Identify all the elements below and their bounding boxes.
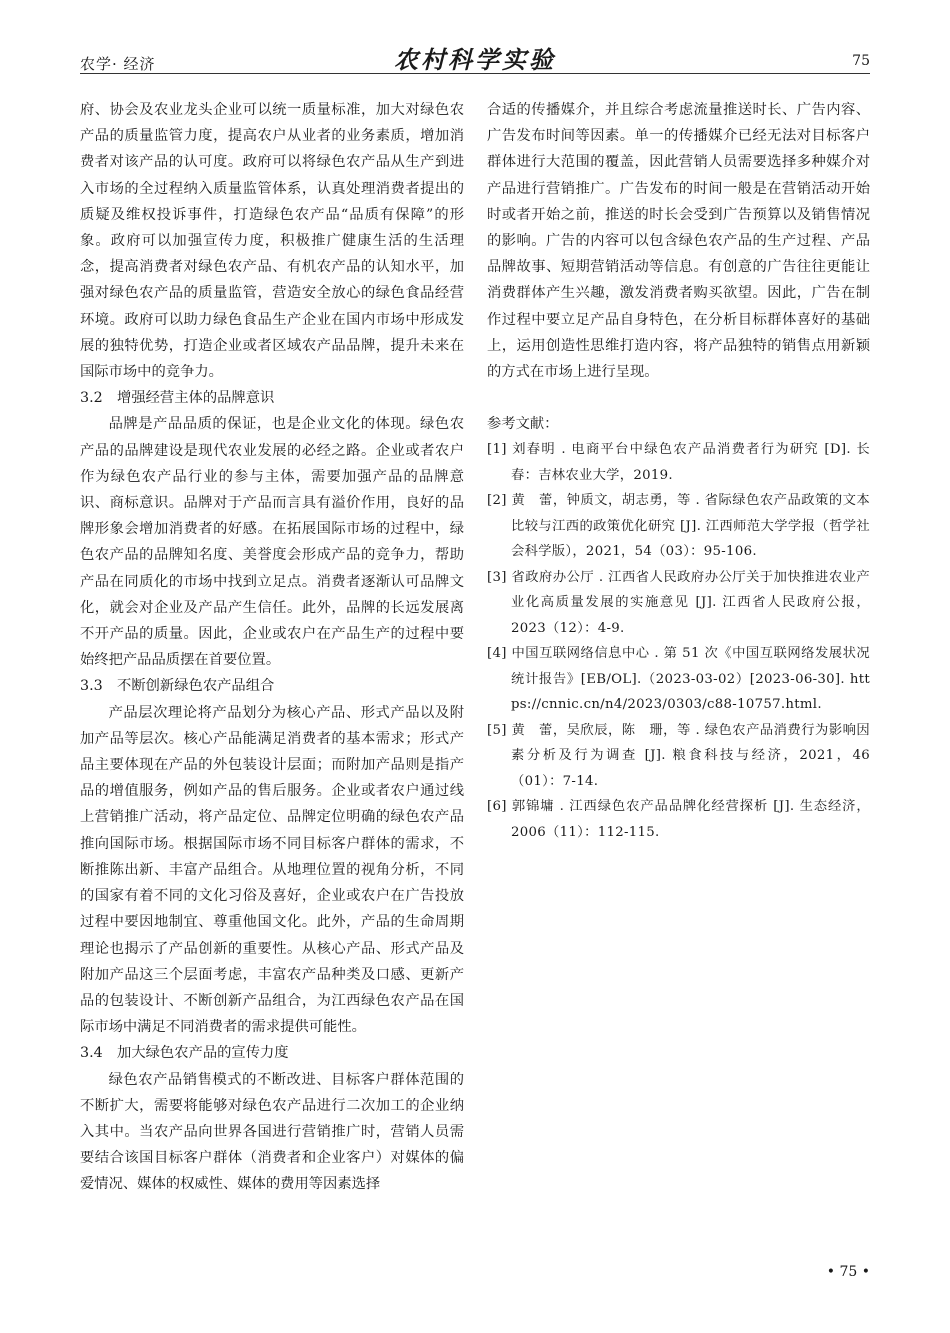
- paragraph-promotion: 绿色农产品销售模式的不断改进、目标客户群体范围的不断扩大，需要将能够对绿色农产品进行二次加工的企业纳入其中。当农产品向世界各国进行营销推广时，营销人员需要结合该国目标客户群体（消费者和企业客户）对媒体的偏爱情况、媒体的权威性、媒体的费用等因素选择: [80, 1071, 464, 1193]
- header-rule: [80, 73, 870, 74]
- reference-item: [6] 郭锦墉 . 江西绿色农产品品牌化经营探析 [J]. 生态经济，2006（11）：112-115.: [487, 799, 870, 840]
- paragraph-product-mix: 产品层次理论将产品划分为核心产品、形式产品以及附加产品等层次。核心产品能满足消费者的基本需求；形式产品主要体现在产品的外包装设计层面；而附加产品则是指产品的增值服务，例如产品的售后服务。企业或者农户通过线上营销推广活动，将产品定位、品牌定位明确的绿色农产品推向国际市场。根据国际市场不同目标客户群体的需求，不断推陈出新、丰富产品组合。从地理位置的视角分析，不同的国家有着不同的文化习俗及喜好，企业或农户在广告投放过程中要因地制宜、尊重他国文化。此外，产品的生命周期理论也揭示了产品创新的重要性。从核心产品、形式产品及附加产品这三个层面考虑，丰富农产品种类及口感、更新产品的包装设计、不断创新产品组合，为江西绿色农产品在国际市场中满足不同消费者的需求提供可能性。: [80, 704, 464, 1036]
- references-title: 参考文献：: [487, 416, 559, 433]
- reference-item: [1] 刘春明 . 电商平台中绿色农产品消费者行为研究 [D]. 长春：吉林农业大学，2019.: [487, 442, 870, 483]
- paragraph-brand: 品牌是产品品质的保证，也是企业文化的体现。绿色农产品的品牌建设是现代农业发展的必经之路。企业或者农户作为绿色农产品行业的参与主体，需要加强产品的品牌意识、商标意识。品牌对于产品而言具有溢价作用，良好的品牌形象会增加消费者的好感。在拓展国际市场的过程中，绿色农产品的品牌知名度、美誉度会形成产品的竞争力，帮助产品在同质化的市场中找到立足点。消费者逐渐认可品牌文化，就会对企业及产品产生信任。此外，品牌的长远发展离不开产品的质量。因此，企业或农户在产品生产的过程中要始终把产品品质摆在首要位置。: [80, 416, 464, 669]
- reference-item: [4] 中国互联网络信息中心 . 第 51 次《中国互联网络发展状况统计报告》[EB/OL].（2023-03-02）[2023-06-30]. https://cnnic.cn/n4/2023/0303/c88-10757.html.: [487, 646, 870, 713]
- paragraph-media: 合适的传播媒介，并且综合考虑流量推送时长、广告内容、广告发布时间等因素。单一的传播媒介已经无法对目标客户群体进行大范围的覆盖，因此营销人员需要选择多种媒介对产品进行营销推广。广告发布的时间一般是在营销活动开始时或者开始之前，推送的时长会受到广告预算以及销售情况的影响。广告的内容可以包含绿色农产品的生产过程、产品品牌故事、短期营销活动等信息。有创意的广告往往更能让消费群体产生兴趣，激发消费者购买欲望。因此，广告在制作过程中要立足产品自身特色，在分析目标群体喜好的基础上，运用创造性思维打造内容，将产品独特的销售点用新颖的方式在市场上进行呈现。: [487, 102, 870, 381]
- page-header: [80, 38, 870, 74]
- section-heading-3-2: 3.2 增强经营主体的品牌意识: [80, 390, 275, 407]
- reference-item: [5] 黄 蕾，吴欣辰，陈 珊，等 . 绿色农产品消费行为影响因素分析及行为调查 [J]. 粮食科技与经济，2021，46（01）：7-14.: [487, 722, 870, 789]
- section-heading-3-4: 3.4 加大绿色农产品的宣传力度: [80, 1045, 289, 1062]
- right-column: [487, 97, 870, 845]
- section-heading-3-3: 3.3 不断创新绿色农产品组合: [80, 678, 275, 695]
- reference-item: [2] 黄 蕾，钟质文，胡志勇，等 . 省际绿色农产品政策的文本比较与江西的政策优化研究 [J]. 江西师范大学学报（哲学社会科学版），2021，54（03）：95-106.: [487, 493, 870, 560]
- paragraph-continued: 府、协会及农业龙头企业可以统一质量标准，加大对绿色农产品的质量监管力度，提高农户从业者的业务素质，增加消费者对该产品的认可度。政府可以将绿色农产品从生产到进入市场的全过程纳入质量监管体系，认真处理消费者提出的质疑及维权投诉事件，打造绿色农产品“品质有保障”的形象。政府可以加强宣传力度，积极推广健康生活的生活理念，提高消费者对绿色农产品、有机农产品的认知水平，加强对绿色农产品的质量监管，营造安全放心的绿色食品经营环境。政府可以助力绿色食品生产企业在国内市场中形成发展的独特优势，打造企业或者区域农产品品牌，提升未来在国际市场中的竞争力。: [80, 102, 464, 381]
- header-page-number: 75: [852, 53, 870, 69]
- footer-page-number: • 75 •: [826, 1264, 870, 1280]
- reference-item: [3] 省政府办公厅 . 江西省人民政府办公厅关于加快推进农业产业化高质量发展的实施意见 [J]. 江西省人民政府公报，2023（12）：4-9.: [487, 569, 870, 636]
- journal-title: 农村科学实验: [394, 45, 556, 74]
- left-column: [80, 97, 464, 1198]
- section-label: 农学· 经济: [80, 55, 156, 73]
